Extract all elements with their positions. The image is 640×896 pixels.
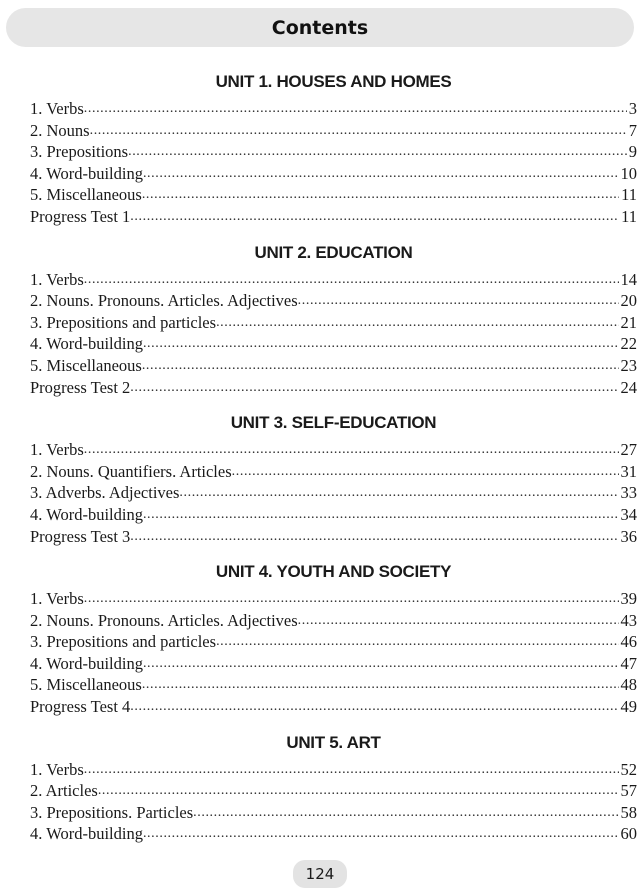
dot-leader bbox=[143, 653, 619, 675]
entry-page: 21 bbox=[620, 312, 637, 332]
entry-label: 2. Nouns bbox=[30, 120, 90, 140]
dot-leader bbox=[84, 439, 619, 461]
dot-leader bbox=[193, 802, 618, 824]
entry-page: 36 bbox=[620, 526, 637, 546]
entry-label: 1. Verbs bbox=[30, 269, 84, 289]
entry-page: 46 bbox=[620, 632, 637, 652]
dot-leader bbox=[142, 674, 619, 696]
unit-section bbox=[30, 730, 637, 845]
entry-label: 4. Word-building bbox=[30, 334, 143, 354]
table-of-contents bbox=[30, 57, 637, 845]
dot-leader bbox=[130, 206, 619, 228]
entry-page: 31 bbox=[620, 461, 637, 481]
entry-page: 48 bbox=[620, 675, 637, 695]
entry-label: 5. Miscellaneous bbox=[30, 355, 142, 375]
dot-leader bbox=[142, 355, 619, 377]
toc-entry[interactable] bbox=[30, 461, 637, 483]
entry-label: Progress Test 3 bbox=[30, 526, 131, 546]
toc-entry[interactable] bbox=[30, 377, 637, 399]
entry-label: 4. Word-building bbox=[30, 504, 143, 524]
entry-page: 3 bbox=[628, 99, 637, 118]
dot-leader bbox=[84, 588, 619, 610]
toc-entry[interactable] bbox=[30, 163, 637, 185]
dot-leader bbox=[130, 696, 618, 718]
toc-entry[interactable] bbox=[30, 526, 637, 548]
unit-title: UNIT 2. EDUCATION bbox=[254, 242, 413, 262]
toc-entry[interactable] bbox=[30, 588, 637, 610]
entry-page: 24 bbox=[620, 377, 637, 397]
dot-leader bbox=[179, 482, 618, 504]
entry-label: 1. Verbs bbox=[30, 589, 84, 609]
entry-page: 57 bbox=[620, 781, 637, 801]
dot-leader bbox=[84, 759, 619, 781]
entry-page: 23 bbox=[620, 355, 637, 375]
entry-page: 27 bbox=[620, 440, 637, 460]
entry-label: 5. Miscellaneous bbox=[30, 185, 142, 205]
toc-entry[interactable] bbox=[30, 759, 637, 781]
dot-leader bbox=[98, 780, 619, 802]
toc-entry[interactable] bbox=[30, 120, 637, 142]
entry-label: 1. Verbs bbox=[30, 759, 84, 779]
entry-label: 5. Miscellaneous bbox=[30, 675, 142, 695]
dot-leader bbox=[298, 290, 619, 312]
dot-leader bbox=[216, 312, 618, 334]
dot-leader bbox=[90, 120, 627, 142]
dot-leader bbox=[130, 526, 618, 548]
entry-label: 2. Nouns. Quantifiers. Articles bbox=[30, 461, 232, 481]
unit-title: UNIT 3. SELF-EDUCATION bbox=[230, 413, 437, 433]
unit-section bbox=[30, 69, 637, 228]
unit-section bbox=[30, 559, 637, 718]
entry-label: 2. Nouns. Pronouns. Articles. Adjectives bbox=[30, 610, 298, 630]
toc-entry[interactable] bbox=[30, 674, 637, 696]
entry-page: 20 bbox=[620, 291, 637, 311]
entry-label: 4. Word-building bbox=[30, 824, 143, 844]
entry-page: 47 bbox=[620, 653, 637, 673]
contents-header bbox=[6, 8, 634, 47]
entry-label: 2. Nouns. Pronouns. Articles. Adjectives bbox=[30, 291, 298, 311]
unit-title: UNIT 5. ART bbox=[286, 732, 381, 752]
entry-page: 33 bbox=[620, 483, 637, 503]
dot-leader bbox=[84, 98, 627, 120]
entry-page: 10 bbox=[620, 163, 637, 183]
entry-label: Progress Test 4 bbox=[30, 697, 131, 717]
entry-page: 11 bbox=[621, 185, 637, 205]
entry-label: 1. Verbs bbox=[30, 440, 84, 460]
entry-page: 49 bbox=[620, 697, 637, 717]
entry-page: 43 bbox=[620, 610, 637, 630]
toc-entry[interactable] bbox=[30, 823, 637, 845]
dot-leader bbox=[142, 184, 619, 206]
toc-entry[interactable] bbox=[30, 802, 637, 824]
entry-label: 3. Adverbs. Adjectives bbox=[30, 483, 180, 503]
toc-entry[interactable] bbox=[30, 355, 637, 377]
entry-page: 52 bbox=[620, 759, 637, 779]
dot-leader bbox=[143, 333, 619, 355]
page-title: Contents bbox=[271, 16, 369, 39]
dot-leader bbox=[128, 141, 627, 163]
unit-section bbox=[30, 410, 637, 547]
dot-leader bbox=[143, 504, 619, 526]
toc-entry[interactable] bbox=[30, 206, 637, 228]
entry-page: 22 bbox=[620, 334, 637, 354]
toc-entry[interactable] bbox=[30, 610, 637, 632]
entry-label: Progress Test 2 bbox=[30, 377, 131, 397]
entry-page: 11 bbox=[621, 206, 637, 226]
entry-page: 7 bbox=[628, 120, 637, 140]
dot-leader bbox=[130, 377, 618, 399]
entry-label: 3. Prepositions and particles bbox=[30, 312, 217, 332]
dot-leader bbox=[143, 163, 619, 185]
toc-entry[interactable] bbox=[30, 696, 637, 718]
entry-label: 1. Verbs bbox=[30, 99, 84, 118]
toc-entry[interactable] bbox=[30, 312, 637, 334]
unit-section bbox=[30, 240, 637, 399]
entry-label: 2. Articles bbox=[30, 781, 98, 801]
dot-leader bbox=[143, 823, 619, 845]
entry-label: 4. Word-building bbox=[30, 653, 143, 673]
toc-entry[interactable] bbox=[30, 504, 637, 526]
entry-label: 3. Prepositions and particles bbox=[30, 632, 217, 652]
dot-leader bbox=[298, 610, 619, 632]
toc-entry[interactable] bbox=[30, 141, 637, 163]
entry-page: 34 bbox=[620, 504, 637, 524]
entry-page: 58 bbox=[620, 802, 637, 822]
entry-label: 4. Word-building bbox=[30, 163, 143, 183]
toc-entry[interactable] bbox=[30, 653, 637, 675]
dot-leader bbox=[84, 269, 619, 291]
entry-page: 39 bbox=[620, 589, 637, 609]
toc-entry[interactable] bbox=[30, 290, 637, 312]
unit-title: UNIT 1. HOUSES AND HOMES bbox=[215, 72, 452, 91]
entry-page: 9 bbox=[628, 142, 637, 162]
page-number bbox=[293, 860, 347, 888]
entry-label: 3. Prepositions. Particles bbox=[30, 802, 194, 822]
entry-label: 3. Prepositions bbox=[30, 142, 129, 162]
toc-entry[interactable] bbox=[30, 184, 637, 206]
toc-entry[interactable] bbox=[30, 631, 637, 653]
entry-label: Progress Test 1 bbox=[30, 206, 131, 226]
toc-entry[interactable] bbox=[30, 98, 637, 120]
entry-page: 14 bbox=[620, 269, 637, 289]
dot-leader bbox=[232, 461, 619, 483]
entry-page: 60 bbox=[620, 824, 637, 844]
toc-entry[interactable] bbox=[30, 439, 637, 461]
toc-entry[interactable] bbox=[30, 482, 637, 504]
unit-title: UNIT 4. YOUTH AND SOCIETY bbox=[215, 562, 452, 582]
toc-entry[interactable] bbox=[30, 269, 637, 291]
toc-entry[interactable] bbox=[30, 333, 637, 355]
dot-leader bbox=[216, 631, 618, 653]
toc-entry[interactable] bbox=[30, 780, 637, 802]
page-number-text: 124 bbox=[305, 865, 335, 883]
